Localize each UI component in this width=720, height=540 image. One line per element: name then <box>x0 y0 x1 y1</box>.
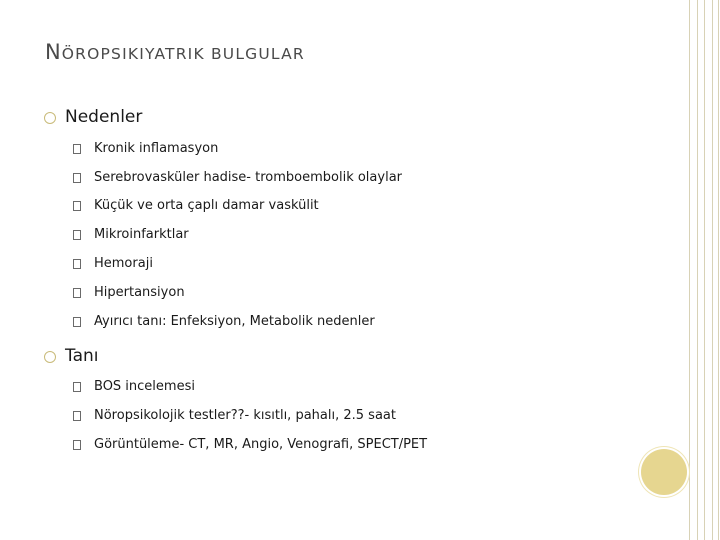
square-bullet-icon <box>73 288 81 298</box>
right-border-line-4 <box>712 0 713 540</box>
square-bullet-icon <box>73 201 81 211</box>
right-border-line-3 <box>704 0 705 540</box>
right-border-line-2 <box>697 0 698 540</box>
circle-bullet-icon <box>44 351 56 363</box>
right-border-line-5 <box>718 0 719 540</box>
list-item: Serebrovasküler hadise- tromboembolik olaylar <box>94 170 403 185</box>
list-item: Görüntüleme- CT, MR, Angio, Venografi, SPECT/PET <box>94 437 428 452</box>
slide-title <box>45 40 305 64</box>
list-item: Ayırıcı tanı: Enfeksiyon, Metabolik nedenler <box>94 314 375 329</box>
slide-title-rest: ÖROPSIKIYATRIK BULGULAR <box>61 45 305 63</box>
decorative-circle-icon <box>641 449 687 495</box>
slide-title-initial: N <box>45 40 62 64</box>
list-item: Hemoraji <box>94 256 153 271</box>
square-bullet-icon <box>73 440 81 450</box>
square-bullet-icon <box>73 230 81 240</box>
section-heading-nedenler: Nedenler <box>65 107 143 127</box>
square-bullet-icon <box>73 144 81 154</box>
list-item: Kronik inflamasyon <box>94 141 219 156</box>
list-item: Küçük ve orta çaplı damar vaskülit <box>94 198 319 213</box>
list-item: Nöropsikolojik testler??- kısıtlı, pahalı, 2.5 saat <box>94 408 396 423</box>
list-item: BOS incelemesi <box>94 379 195 394</box>
square-bullet-icon <box>73 317 81 327</box>
circle-bullet-icon <box>44 112 56 124</box>
square-bullet-icon <box>73 259 81 269</box>
section-heading-tani: Tanı <box>65 346 99 366</box>
list-item: Hipertansiyon <box>94 285 185 300</box>
list-item: Mikroinfarktlar <box>94 227 189 242</box>
square-bullet-icon <box>73 173 81 183</box>
right-border-line-1 <box>689 0 690 540</box>
square-bullet-icon <box>73 382 81 392</box>
square-bullet-icon <box>73 411 81 421</box>
